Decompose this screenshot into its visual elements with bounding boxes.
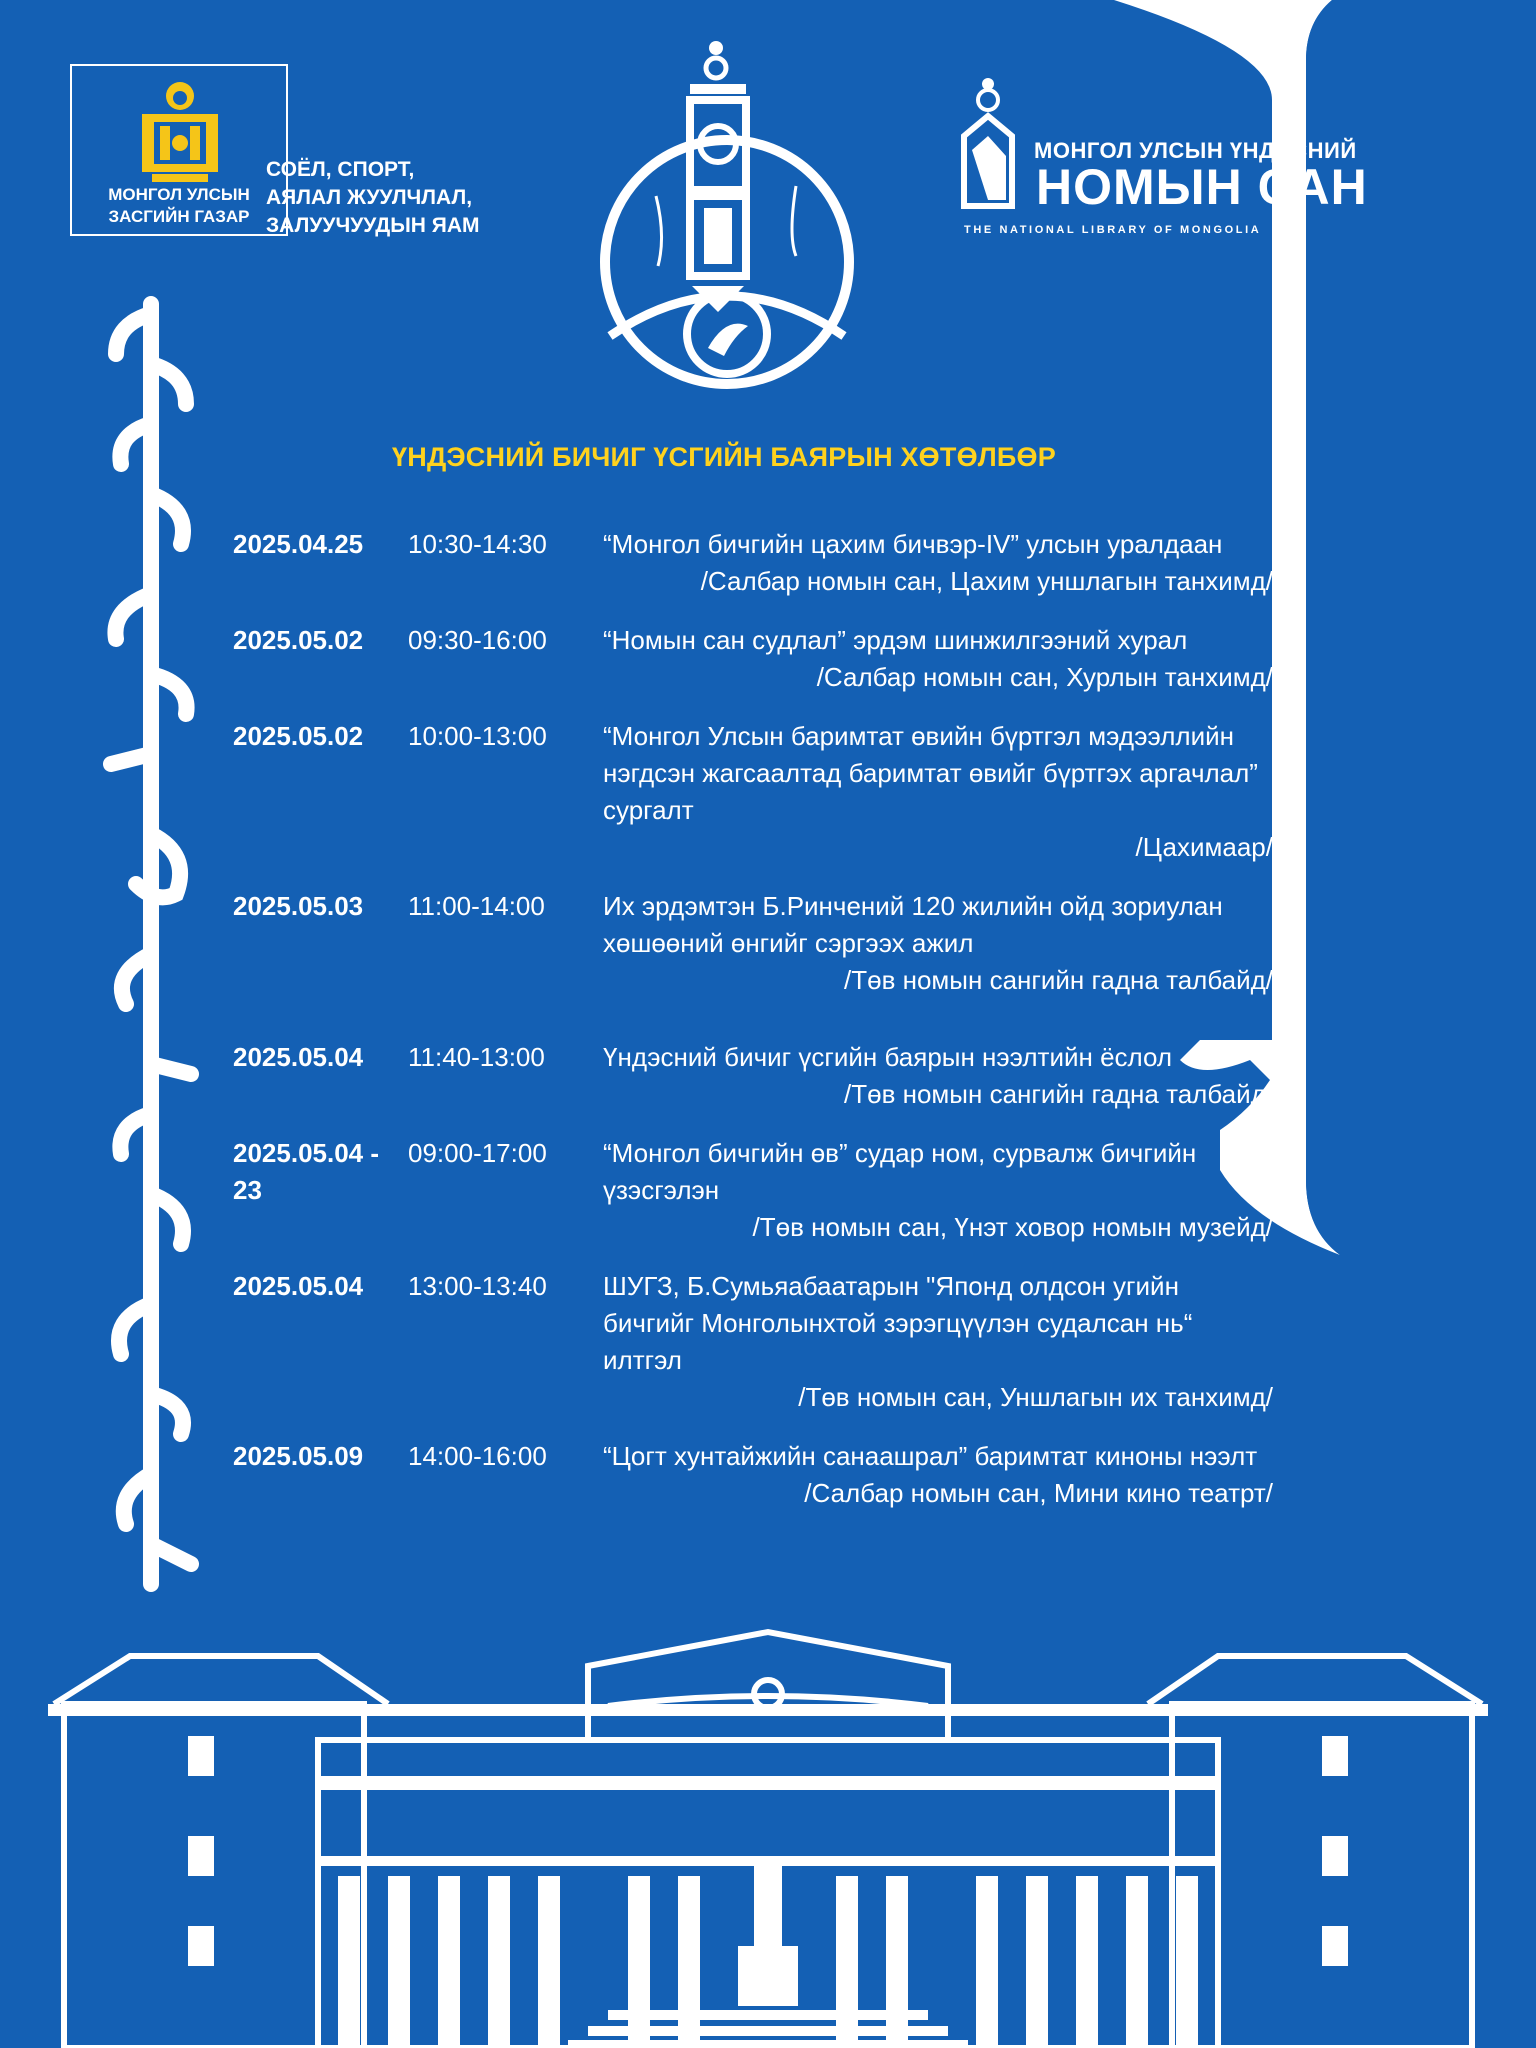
- event-row: [233, 1268, 1273, 1416]
- event-location: /Төв номын сангийн гадна талбайд/: [844, 965, 1273, 995]
- event-date: 2025.05.09: [233, 1441, 364, 1471]
- event-time: 10:30-14:30: [408, 529, 547, 559]
- event-location: /Салбар номын сан, Хурлын танхимд/: [816, 662, 1273, 692]
- event-date: 2025.05.04 - 23: [233, 1138, 380, 1205]
- event-location: /Цахимаар/: [1135, 832, 1273, 862]
- gov-logo-line-1: МОНГОЛ УЛСЫН: [108, 185, 250, 204]
- library-building-icon: [48, 1626, 1488, 2048]
- event-date: 2025.05.04: [233, 1271, 364, 1301]
- event-time: 11:00-14:00: [408, 891, 545, 921]
- event-row: [233, 1135, 1273, 1246]
- event-location: /Төв номын сан, Уншлагын их танхимд/: [798, 1382, 1273, 1412]
- event-time: 14:00-16:00: [408, 1441, 547, 1471]
- gov-logo-line-2: ЗАСГИЙН ГАЗАР: [108, 207, 250, 226]
- event-row: [233, 1039, 1273, 1113]
- event-location: /Төв номын сан, Үнэт ховор номын музейд/: [752, 1212, 1273, 1242]
- event-row: [233, 622, 1273, 696]
- event-description: “Монгол бичгийн цахим бичвэр-IV” улсын уралдаан: [603, 529, 1223, 559]
- event-location: /Салбар номын сан, Цахим уншлагын танхимд/: [700, 566, 1273, 596]
- event-location: /Төв номын сангийн гадна талбайд/: [844, 1079, 1273, 1109]
- event-time: 10:00-13:00: [408, 721, 547, 751]
- library-name-big: НОМЫН САН: [1036, 159, 1368, 215]
- event-description: Үндэсний бичиг үсгийн баярын нээлтийн ёслол: [603, 1042, 1173, 1072]
- event-date: 2025.04.25: [233, 529, 364, 559]
- event-description: “Номын сан судлал” эрдэм шинжилгээний хурал: [603, 625, 1188, 655]
- event-description: Их эрдэмтэн Б.Ринчений 120 жилийн ойд зориулан хөшөөний өнгийг сэргээх ажил: [603, 891, 1223, 958]
- event-date: 2025.05.04: [233, 1042, 364, 1072]
- event-description: ШУГЗ, Б.Сумьяабаатарын "Японд олдсон угийн бичгийг Монголынхтой зэрэгцүүлэн судалсан нь“ илтгэл: [603, 1271, 1193, 1375]
- event-row: [233, 718, 1273, 866]
- event-description: “Монгол бичгийн өв” судар ном, сурвалж бичгийн үзэсгэлэн: [603, 1138, 1197, 1205]
- event-time: 09:00-17:00: [408, 1138, 547, 1168]
- program-title: ҮНДЭСНИЙ БИЧИГ ҮСГИЙН БАЯРЫН ХӨТӨЛБӨР: [392, 442, 1056, 472]
- event-date: 2025.05.02: [233, 625, 364, 655]
- library-name-small: МОНГОЛ УЛСЫН ҮНДЭСНИЙ: [1034, 138, 1357, 163]
- ministry-name: [266, 156, 526, 240]
- event-row: [233, 526, 1273, 600]
- event-location: /Салбар номын сан, Мини кино театрт/: [804, 1478, 1273, 1508]
- soyombo-emblem-icon: [132, 74, 228, 186]
- calligraphy-seal-icon: [596, 36, 858, 392]
- event-time: 13:00-13:40: [408, 1271, 547, 1301]
- event-description: “Монгол Улсын баримтат өвийн бүртгэл мэдээллийн нэгдсэн жагсаалтад баримтат өвийг бүртгэх аргачлал” сургалт: [603, 721, 1258, 825]
- event-row: [233, 888, 1273, 999]
- library-logo: [958, 76, 1368, 246]
- government-logo: [70, 64, 288, 236]
- ministry-line-2: АЯЛАЛ ЖУУЛЧЛАЛ,: [266, 186, 473, 209]
- library-name-english: THE NATIONAL LIBRARY OF MONGOLIA: [964, 224, 1262, 236]
- ministry-line-3: ЗАЛУУЧУУДЫН ЯАМ: [266, 214, 480, 237]
- mongolian-script-icon: [96, 294, 206, 1594]
- event-date: 2025.05.03: [233, 891, 364, 921]
- event-row: [233, 1438, 1273, 1512]
- event-date: 2025.05.02: [233, 721, 364, 751]
- event-time: 11:40-13:00: [408, 1042, 545, 1072]
- event-time: 09:30-16:00: [408, 625, 547, 655]
- event-schedule: [233, 526, 1273, 1534]
- ministry-line-1: СОЁЛ, СПОРТ,: [266, 158, 415, 181]
- event-description: “Цогт хунтайжийн санаашрал” баримтат киноны нээлт: [603, 1441, 1258, 1471]
